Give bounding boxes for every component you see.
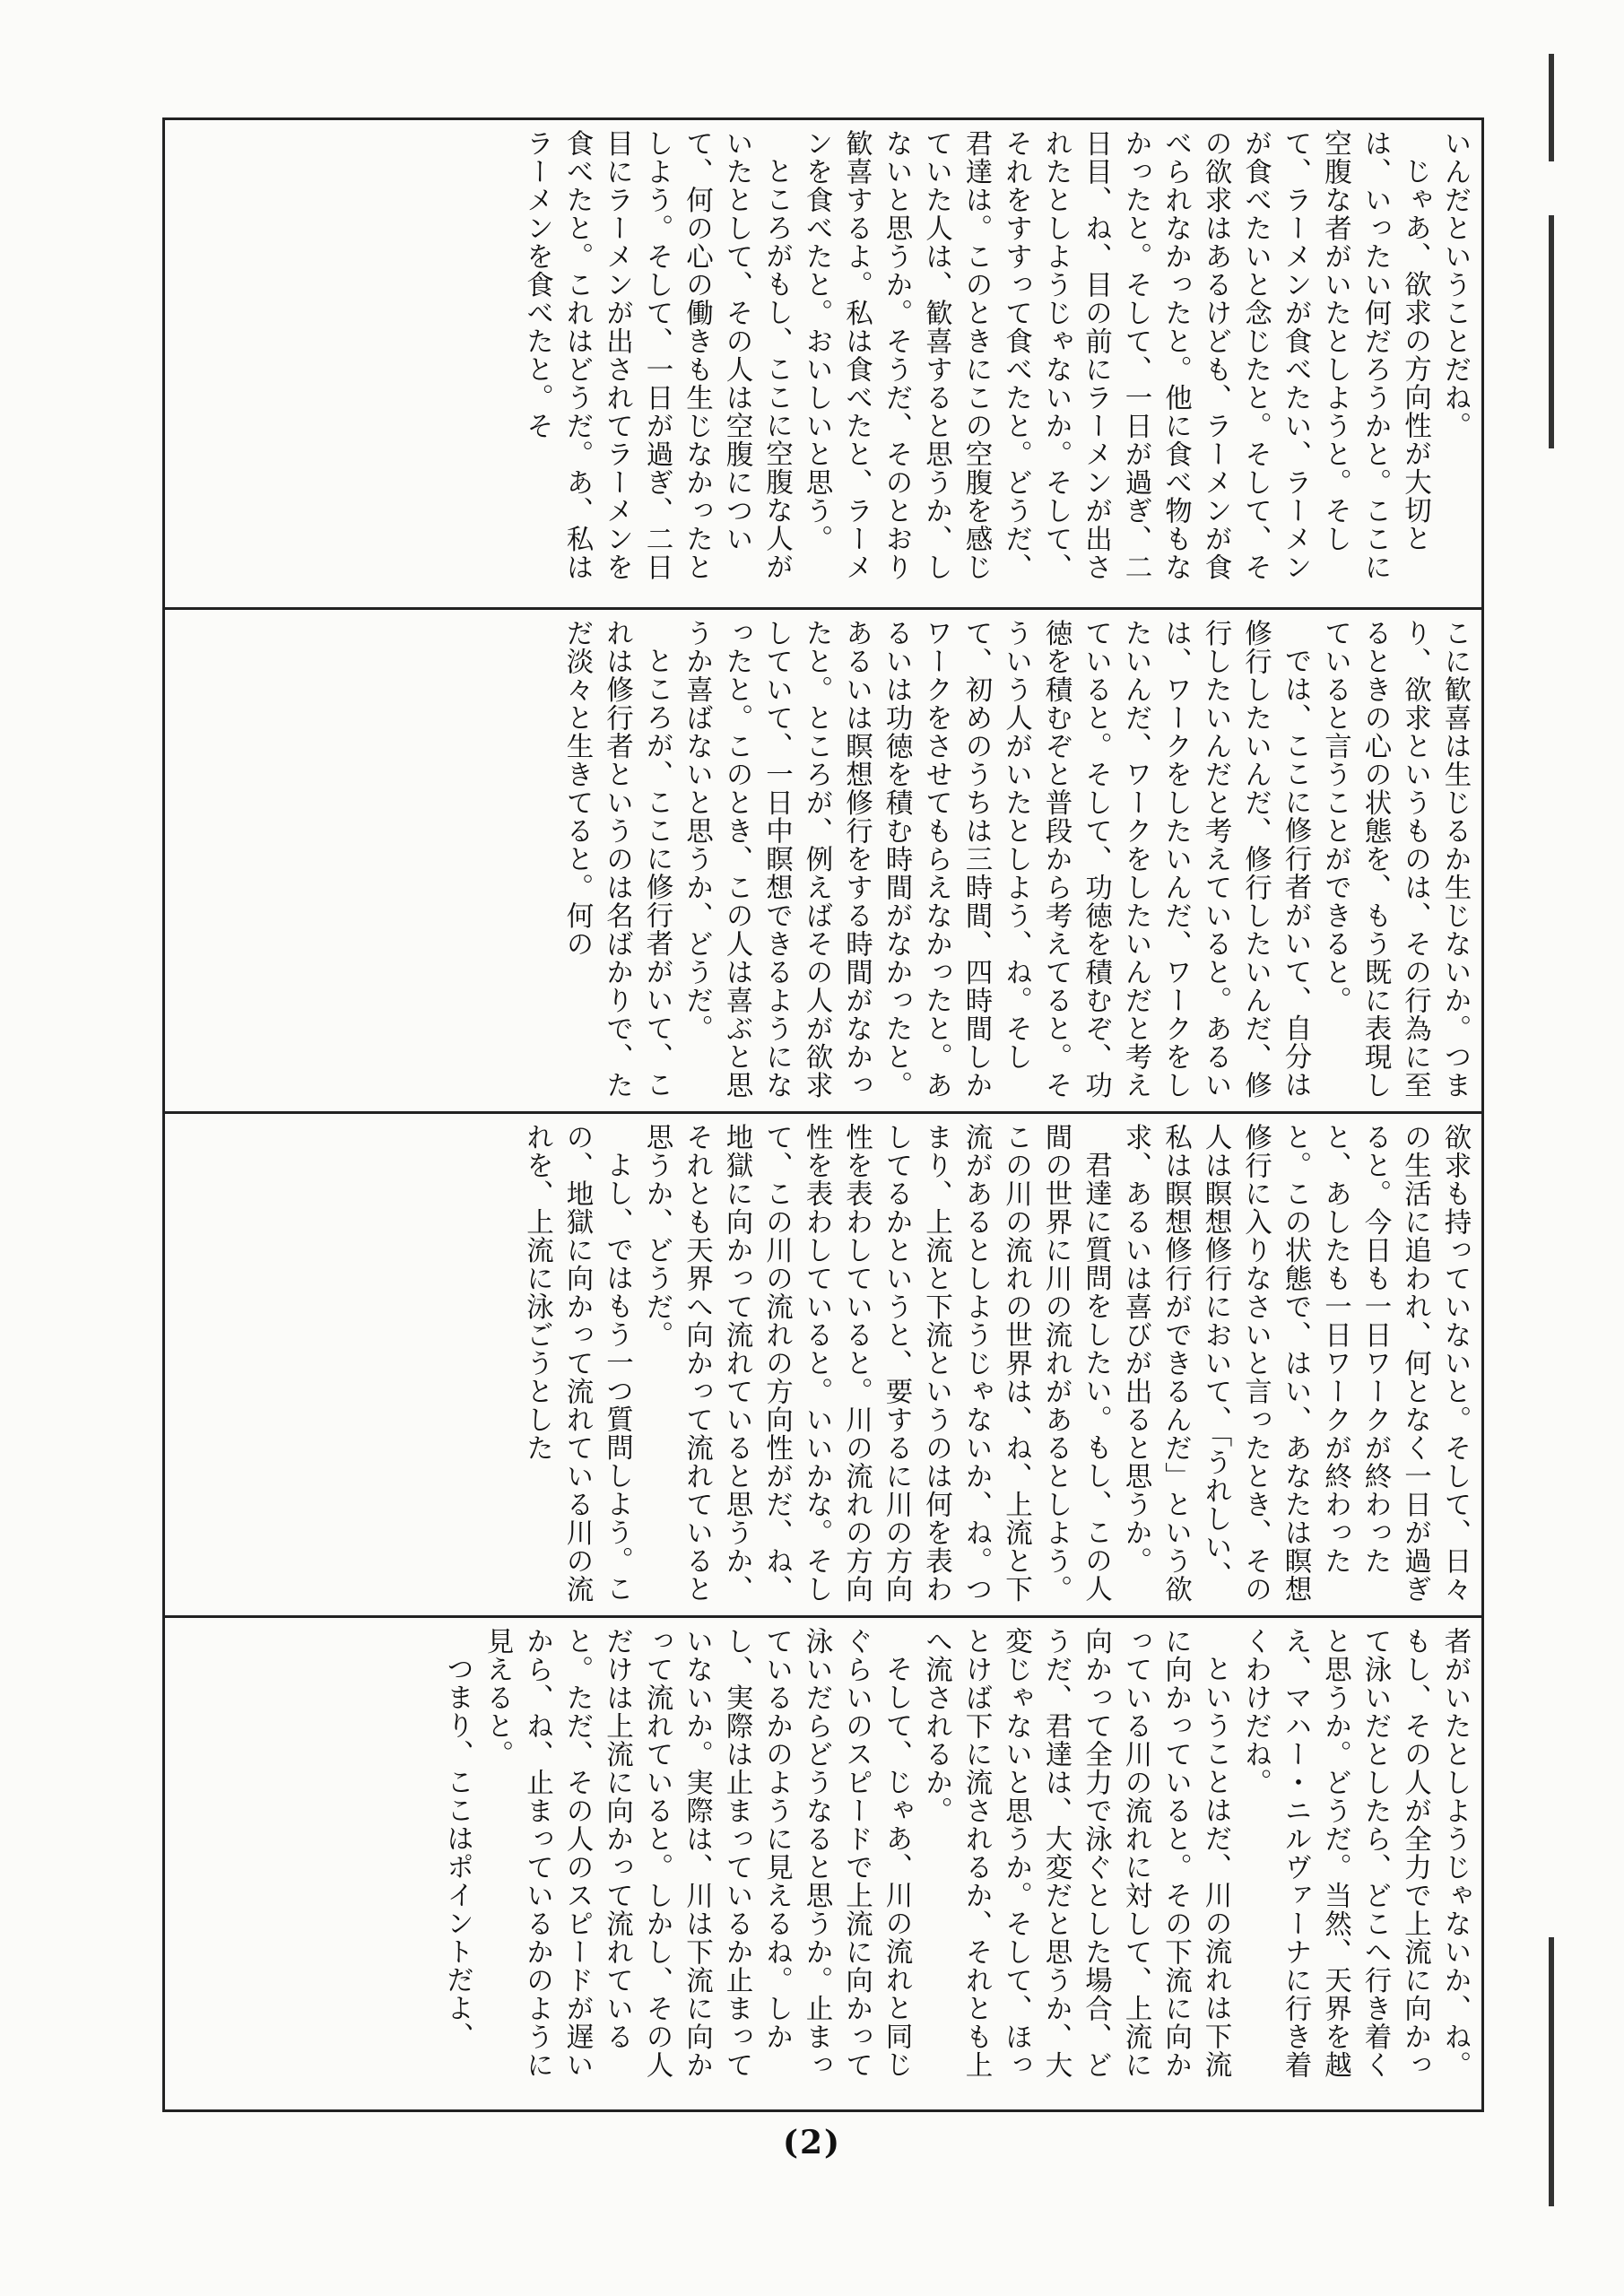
vertical-text-block xyxy=(165,1618,1481,2109)
vertical-text-block xyxy=(165,610,1481,1111)
paragraph: 君達に質問をしたい。もし、この人間の世界に川の流れがあるとしよう。この川の流れの世界は、ね、上流と下流があるとしようじゃないか、ね。つまり、上流と下流というのは何を表わしてるかというと、要するに川の方向性を表わしていると。川の流れの方向性を表わしていると。いいかな。そして、この川の流れの方向性がだ、ね、地獄に向かって流れていると思うか、それとも天界へ向かって流れていると思うか、どうだ。 xyxy=(641,1123,1112,1604)
paragraph: 欲求も持っていないと。そして、日々の生活に追われ、何となく一日が過ぎると。今日も一日ワークが終わったと、あしたも一日ワークが終わったと。この状態で、はい、あなたは瞑想修行に入りなさいと言ったとき、その人は瞑想修行において、「うれしい、私は瞑想修行ができるんだ」という欲求、あるいは喜びが出ると思うか。 xyxy=(1120,1123,1471,1604)
page-frame xyxy=(162,117,1484,2112)
paragraph: いんだということだね。 xyxy=(1439,129,1471,440)
paragraph: つまり、ここはポイントだよ、 xyxy=(441,1654,473,2050)
paragraph: じゃあ、欲求の方向性が大切とは、いったい何だろうかと。ここに空腹な者がいたとしようと。そして、ラーメンが食べたい、ラーメンが食べたいと念じたと。そして、その欲求はあるけども、ラーメンが食べられなかったと。他に食べ物もなかったと。そして、一日が過ぎ、二日目、ね、目の前にラーメンが出されたとしようじゃないか。そして、それをすすって食べたと。どうだ、君達は。このときにこの空腹を感じていた人は、歓喜すると思うか、しないと思うか。そうだ、そのとおり歓喜するよ。私は食べたと、ラーメンを食べたと。おいしいと思う。 xyxy=(801,129,1431,581)
vertical-text-block xyxy=(165,120,1481,607)
paragraph: 者がいたとしようじゃないか、ね。もし、その人が全力で上流に向かって泳いだとしたら、どこへ行き着くと思うか。どうだ。当然、天界を越え、マハー・ニルヴァーナに行き着くわけだね。 xyxy=(1239,1627,1471,2079)
paragraph: よし、ではもう一つ質問しよう。この、地獄に向かって流れている川の流れを、上流に泳ごうとした xyxy=(521,1123,633,1604)
text-band-1 xyxy=(165,120,1481,610)
paragraph: ということはだ、川の流れは下流に向かっていると。その下流に向かっている川の流れに対して、上流に向かって全力で泳ぐとした場合、どうだ、君達は、大変だと思うか、大変じゃないと思うか。そして、ほっとけば下に流されるか、それとも上へ流されるか。 xyxy=(920,1627,1231,2079)
text-band-2 xyxy=(165,610,1481,1114)
text-band-3 xyxy=(165,1114,1481,1618)
paragraph: では、ここに修行者がいて、自分は修行したいんだ、修行したいんだ、修行したいんだと考えていると。あるいは、ワークをしたいんだ、ワークをしたいんだ、ワークをしたいんだと考えていると。そして、功徳を積むぞ、功徳を積むぞと普段から考えてると。そういう人がいたとしよう、ね。そして、初めのうちは三時間、四時間しかワークをさせてもらえなかったと。あるいは功徳を積む時間がなかったと。あるいは瞑想修行をする時間がなかったと。ところが、例えばその人が欲求していて、一日中瞑想できるようになったと。このとき、この人は喜ぶと思うか喜ばないと思うか、どうだ。 xyxy=(681,619,1311,1100)
paragraph: こに歓喜は生じるか生じないか。つまり、欲求というものは、その行為に至るときの心の状態を、もう既に表現していると言うことができると。 xyxy=(1319,619,1471,1100)
text-band-4 xyxy=(165,1618,1481,2109)
binding-mark xyxy=(1549,54,1554,2278)
page-number: (2) xyxy=(782,2124,842,2161)
vertical-text-block xyxy=(165,1114,1481,1615)
paragraph: ところが、ここに修行者がいて、これは修行者というのは名ばかりで、ただ淡々と生きてると。何の xyxy=(561,619,673,1100)
paragraph: ところがもし、ここに空腹な人がいたとして、その人は空腹について、何の心の働きも生じなかったとしよう。そして、一日が過ぎ、二日目にラーメンが出されてラーメンを食べたと。これはどうだ。あ、私はラーメンを食べたと。そ xyxy=(521,129,793,581)
paragraph: そして、じゃあ、川の流れと同じぐらいのスピードで上流に向かって泳いだらどうなると思うか。止まっているかのように見えるね。しかし、実際は止まっているか止まっていないか。実際は、川は下流に向かって流れていると。しかし、その人だけは上流に向かって流れていると。ただ、その人のスピードが遅いから、ね、止まっているかのように見えると。 xyxy=(482,1627,912,2079)
